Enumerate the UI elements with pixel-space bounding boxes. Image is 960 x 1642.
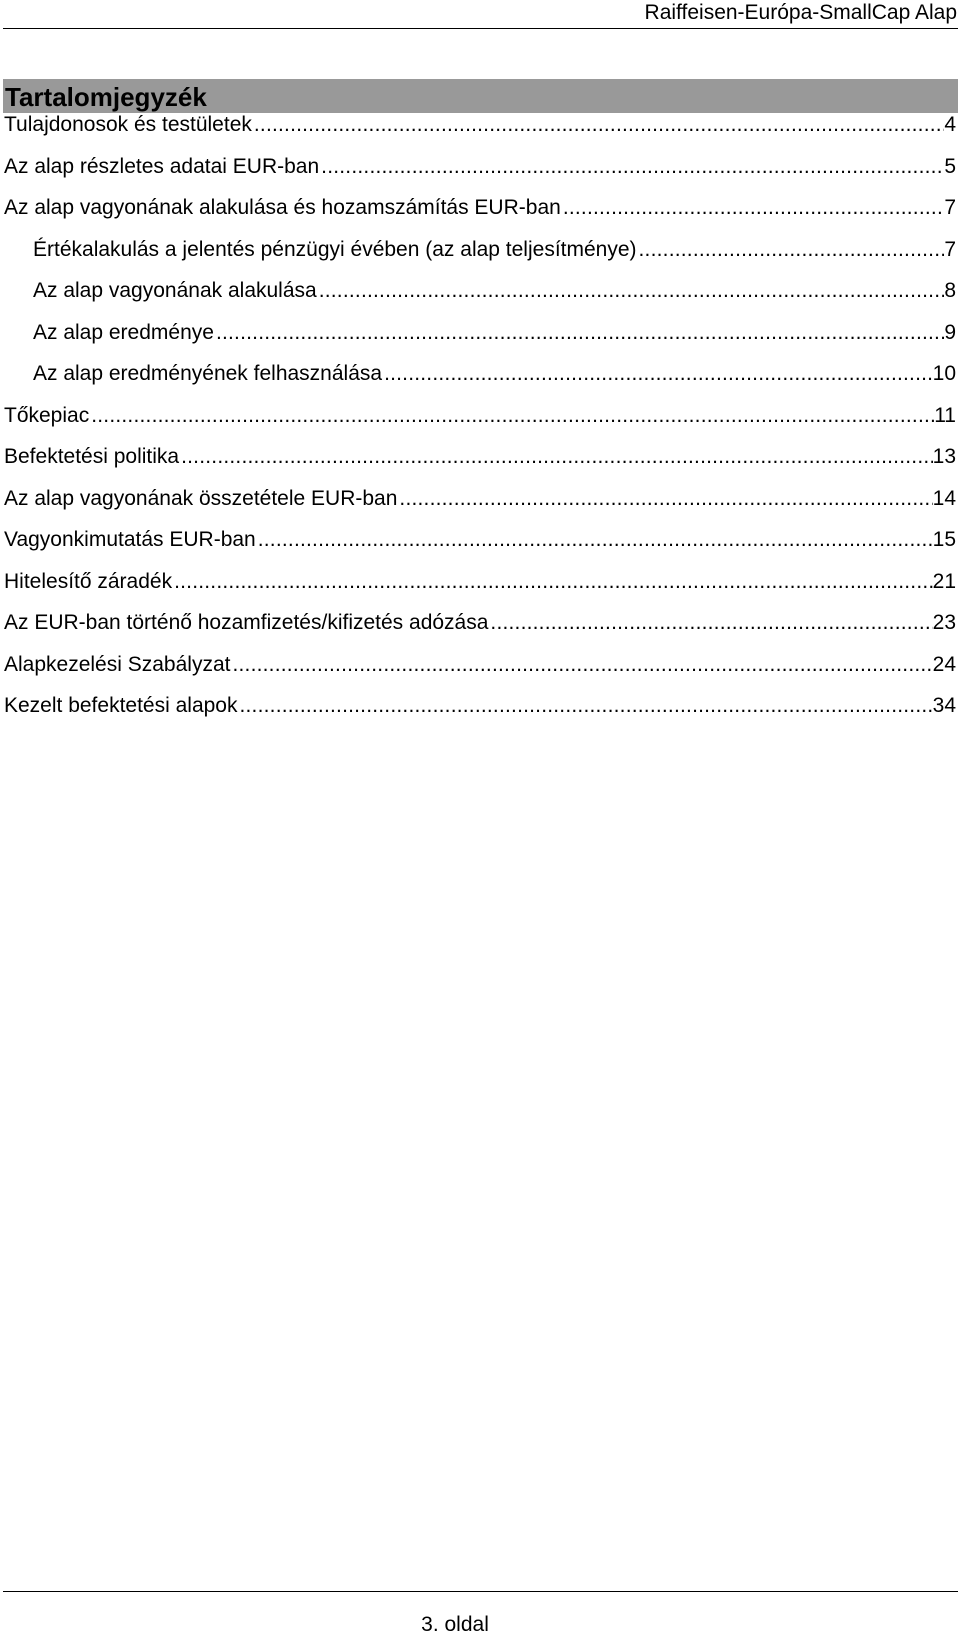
toc-entry[interactable] bbox=[4, 104, 956, 146]
toc-entry[interactable] bbox=[4, 519, 956, 561]
toc-dot-leader bbox=[488, 602, 932, 644]
page-number: 3. oldal bbox=[421, 1613, 489, 1636]
toc-entry-page: 13 bbox=[932, 445, 956, 468]
toc-entry-page: 21 bbox=[932, 569, 956, 593]
toc-dot-leader bbox=[214, 312, 944, 354]
toc-entry-page: 7 bbox=[944, 237, 956, 261]
toc-entry[interactable] bbox=[4, 561, 956, 603]
toc-dot-leader bbox=[172, 561, 933, 603]
toc-dot-leader bbox=[237, 685, 932, 727]
toc-subentry[interactable] bbox=[4, 270, 956, 312]
toc-entry-page: 23 bbox=[932, 611, 956, 634]
toc-entry-text: Az alap eredményének felhasználása bbox=[33, 362, 383, 385]
toc-entry[interactable] bbox=[4, 436, 956, 478]
running-header: Raiffeisen-Európa-SmallCap Alap bbox=[644, 1, 957, 24]
toc-dot-leader bbox=[637, 229, 945, 271]
toc-dot-leader bbox=[256, 519, 933, 561]
toc-entry-text: Alapkezelési Szabályzat bbox=[4, 652, 231, 676]
toc-entry[interactable] bbox=[4, 685, 956, 727]
toc-entry-page: 4 bbox=[944, 113, 956, 136]
toc-subentry[interactable] bbox=[4, 312, 956, 354]
toc-dot-leader bbox=[397, 478, 932, 520]
toc-entry[interactable] bbox=[4, 146, 956, 188]
toc-subentry[interactable] bbox=[4, 229, 956, 271]
toc-entry-page: 8 bbox=[944, 279, 956, 302]
toc-entry-text: Az alap vagyonának összetétele EUR-ban bbox=[4, 486, 398, 510]
toc-dot-leader bbox=[179, 436, 933, 478]
toc-subentry[interactable] bbox=[4, 353, 956, 395]
toc-entry-text: Vagyonkimutatás EUR-ban bbox=[4, 528, 256, 551]
toc-dot-leader bbox=[561, 187, 945, 229]
toc-dot-leader bbox=[382, 353, 933, 395]
footer-rule bbox=[3, 1591, 958, 1592]
toc-entry-page: 7 bbox=[944, 196, 956, 219]
toc-entry-page: 11 bbox=[934, 403, 956, 427]
toc-entry-text: Hitelesítő záradék bbox=[4, 569, 173, 593]
toc-entry[interactable] bbox=[4, 395, 956, 437]
toc-entry-text: Értékalakulás a jelentés pénzügyi évében (az alap teljesítménye) bbox=[33, 237, 637, 261]
toc-dot-leader bbox=[89, 395, 934, 437]
toc-entry-text: Az alap eredménye bbox=[33, 320, 214, 344]
toc-entry[interactable] bbox=[4, 644, 956, 686]
toc-dot-leader bbox=[252, 104, 944, 146]
toc-entry[interactable] bbox=[4, 602, 956, 644]
toc-dot-leader bbox=[230, 644, 932, 686]
toc-entry[interactable] bbox=[4, 478, 956, 520]
toc-title: Tartalomjegyzék bbox=[5, 82, 207, 112]
toc-entry-page: 9 bbox=[944, 320, 956, 344]
toc-entry[interactable] bbox=[4, 187, 956, 229]
toc-entry-text: Az alap vagyonának alakulása bbox=[33, 279, 317, 302]
toc-entry-text: Az EUR-ban történő hozamfizetés/kifizetés adózása bbox=[4, 611, 489, 634]
toc-entry-text: Tőkepiac bbox=[4, 403, 90, 427]
toc-list bbox=[4, 104, 956, 727]
toc-entry-page: 14 bbox=[932, 486, 956, 510]
toc-entry-page: 24 bbox=[932, 652, 956, 676]
toc-entry-text: Az alap részletes adatai EUR-ban bbox=[4, 154, 320, 178]
toc-entry-page: 5 bbox=[944, 154, 956, 178]
toc-entry-page: 15 bbox=[932, 528, 956, 551]
toc-entry-text: Tulajdonosok és testületek bbox=[4, 113, 252, 136]
toc-entry-text: Befektetési politika bbox=[4, 445, 180, 468]
header-rule bbox=[3, 28, 958, 29]
toc-entry-page: 34 bbox=[932, 694, 956, 717]
toc-dot-leader bbox=[317, 270, 945, 312]
toc-dot-leader bbox=[319, 146, 944, 188]
toc-entry-text: Az alap vagyonának alakulása és hozamszámítás EUR-ban bbox=[4, 196, 561, 219]
toc-entry-page: 10 bbox=[932, 362, 956, 385]
toc-entry-text: Kezelt befektetési alapok bbox=[4, 694, 238, 717]
